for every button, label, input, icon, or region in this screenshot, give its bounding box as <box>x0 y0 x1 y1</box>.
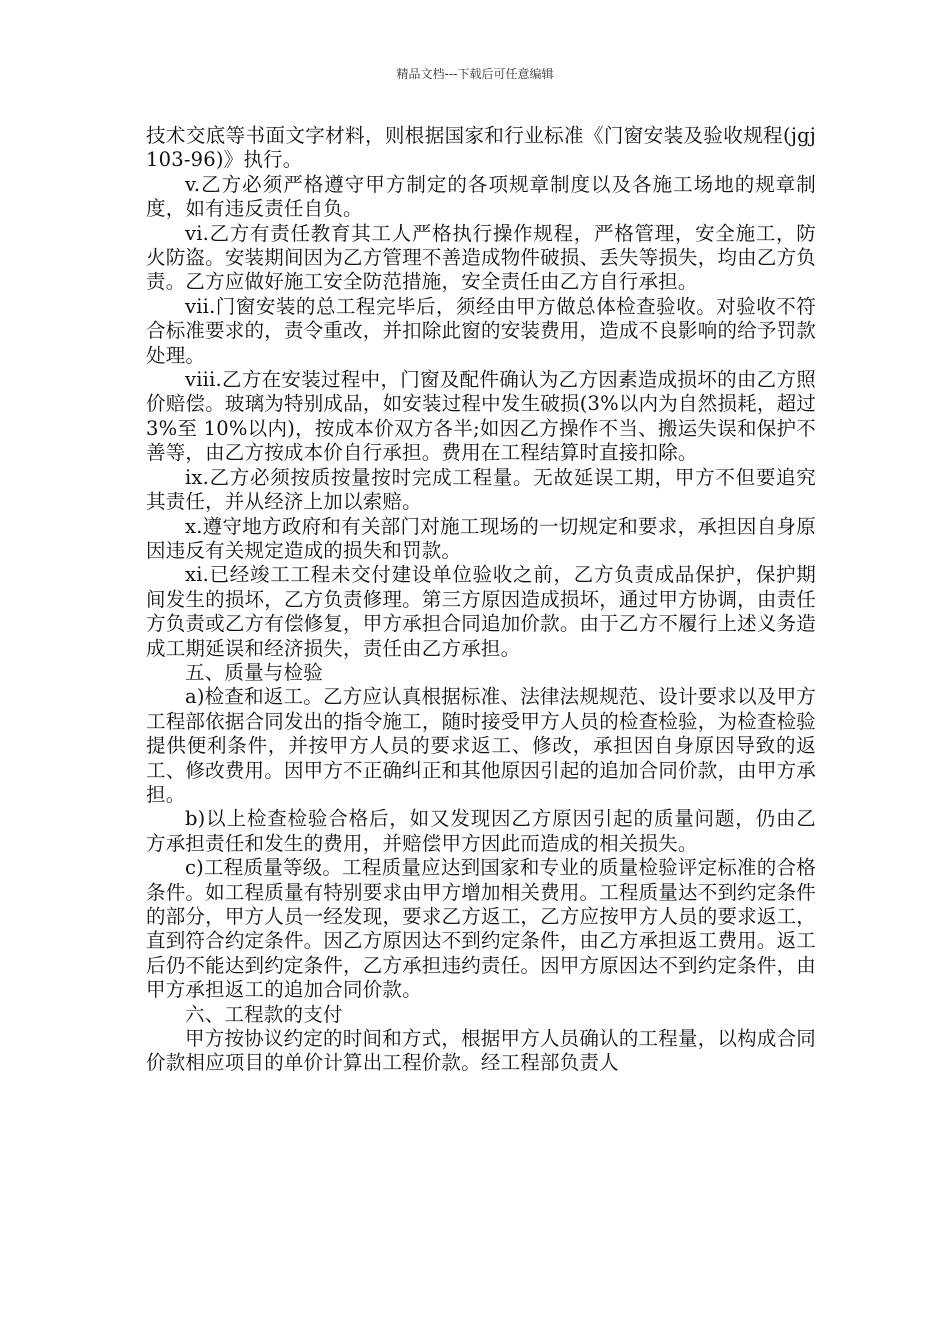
paragraph-clause-vii: vii.门窗安装的总工程完毕后，须经由甲方做总体检查验收。对验收不符合标准要求的，责令重改，并扣除此窗的安装费用，造成不良影响的给予罚款处理。 <box>146 294 816 367</box>
page-header: 精品文档---下载后可任意编辑 <box>396 67 554 81</box>
paragraph-continuation: 技术交底等书面文字材料，则根据国家和行业标准《门窗安装及验收规程(jgj103-96)》执行。 <box>146 124 816 172</box>
paragraph-clause-vi: vi.乙方有责任教育其工人严格执行操作规程，严格管理，安全施工，防火防盗。安装期间因为乙方管理不善造成物件破损、丢失等损失，均由乙方负责。乙方应做好施工安全防范措施，安全责任由乙方自行承担。 <box>146 221 816 294</box>
section-heading-quality: 五、质量与检验 <box>185 660 323 684</box>
paragraph-clause-x: x.遵守地方政府和有关部门对施工现场的一切规定和要求，承担因自身原因违反有关规定造成的损失和罚款。 <box>146 514 816 562</box>
paragraph-clause-ix: ix.乙方必须按质按量按时完成工程量。无故延误工期，甲方不但要追究其责任，并从经济上加以索赔。 <box>146 465 816 514</box>
document-body <box>146 124 816 1076</box>
section-heading-payment: 六、工程款的支付 <box>185 1002 343 1026</box>
paragraph-clause-xi: xi.已经竣工工程未交付建设单位验收之前，乙方负责成品保护，保护期间发生的损坏，乙方负责修理。第三方原因造成损坏，通过甲方协调，由责任方负责或乙方有偿修复，甲方承担合同追加价款。由于乙方不履行上述义务造成工期延误和经济损失，责任由乙方承担。 <box>146 563 816 660</box>
paragraph-clause-a: a)检查和返工。乙方应认真根据标准、法律法规规范、设计要求以及甲方工程部依据合同发出的指令施工，随时接受甲方人员的检查检验，为检查检验提供便利条件，并按甲方人员的要求返工、修改，承担因自身原因导致的返工、修改费用。因甲方不正确纠正和其他原因引起的追加合同价款，由甲方承担。 <box>146 685 816 806</box>
paragraph-clause-v: v.乙方必须严格遵守甲方制定的各项规章制度以及各施工场地的规章制度，如有违反责任自负。 <box>146 172 816 221</box>
paragraph-clause-b: b)以上检查检验合格后，如又发现因乙方原因引起的质量问题，仍由乙方承担责任和发生的费用，并赔偿甲方因此而造成的相关损失。 <box>146 807 816 855</box>
paragraph-clause-viii: viii.乙方在安装过程中，门窗及配件确认为乙方因素造成损坏的由乙方照价赔偿。玻璃为特别成品，如安装过程中发生破损(3%以内为自然损耗，超过 3%至 10%以内)，按成本价双方各半;如因乙方操作不当、搬运失误和保护不善等，由乙方按成本价自行承担。费用在工程结算时直接扣除。 <box>146 368 816 465</box>
paragraph-clause-c: c)工程质量等级。工程质量应达到国家和专业的质量检验评定标准的合格条件。如工程质量有特别要求由甲方增加相关费用。工程质量达不到约定条件的部分，甲方人员一经发现，要求乙方返工，乙方应按甲方人员的要求返工，直到符合约定条件。因乙方原因达不到约定条件，由乙方承担返工费用。返工后仍不能达到约定条件，乙方承担违约责任。因甲方原因达不到约定条件，由甲方承担返工的追加合同价款。 <box>146 856 816 1002</box>
paragraph-payment: 甲方按协议约定的时间和方式，根据甲方人员确认的工程量，以构成合同价款相应项目的单价计算出工程价款。经工程部负责人 <box>146 1027 816 1075</box>
